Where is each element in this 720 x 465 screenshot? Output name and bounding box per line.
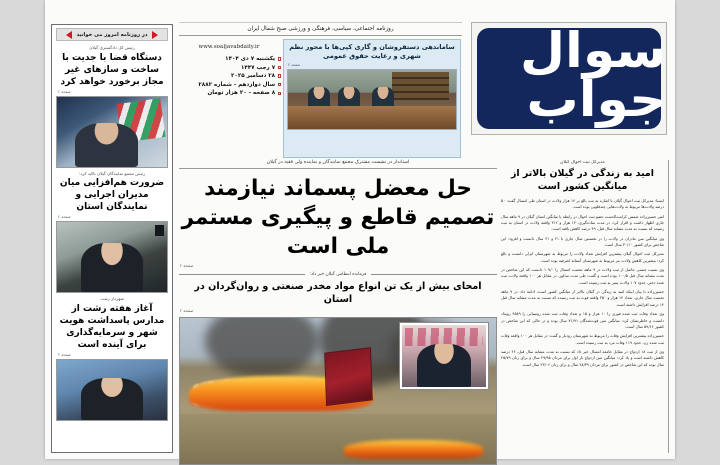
right-column-article <box>501 160 669 453</box>
date-row-price <box>181 90 281 96</box>
sidebar-page-ref-3: صفحه ۲ <box>58 351 71 357</box>
promo-headline: ساماندهی دستفروشان و گاری کپی‌ها با محور نظم شهری و رعایت حقوق عمومی <box>289 43 455 61</box>
secondary-kicker: فرمانده انتظامی گیلان خبر داد: <box>309 271 367 277</box>
body-paragraph: امیر حسین‌زاده شمس کرامت‌الدست عضو ثبت احوال در رابطه با میانگین استان گیلان در ۹ ماهه سال جاری اظهار داشت و اقرار کرد: در مدت ساده‌گیری، ۱۴ هزار و ۳۱۲ واقعه ولادت در استان به ثبت رسیده که نسبت به مدت مشابه سال قبل، ۴۹ درصد کاهش یافته است. <box>501 213 664 231</box>
photo-corner-mark <box>155 225 164 236</box>
main-kicker: استاندار در نشست مشترک مجمع نمایندگان و نماینده ولی فقیه در گیلان <box>179 160 497 169</box>
sidebar-photo-2 <box>56 221 168 293</box>
date-block <box>181 56 281 99</box>
body-paragraph: حسین‌زاده با بیان اینکه امید به زندگی در گیلان بالاتر از میانگین کشور است، ادامه داد: در ۹ ماهه نخست سال جاری، تعداد ۱۴ هزار و ۳۵۰ واقعه فوت به ثبت رسیده که نسبت به مدت مشابه سال قبل ۱۴ درصد افزایش داشته است. <box>501 289 665 307</box>
bullet-icon <box>278 92 281 95</box>
body-paragraph: ایسنا: مدیرکل ثبت احوال گیلان با اشاره به ثبت بالغ بر ۱۴ هزار ولادت در استان طی امسال گفت: ۵۰ درصد ولادت‌ها مربوط به ولادت‌هایی چندقلویی بوده است. <box>501 197 664 209</box>
sidebar-item-2[interactable] <box>56 171 168 294</box>
issue-number: سال دوازدهم - شماره ۲۸۸۲ <box>198 81 276 88</box>
sidebar-banner-label: در روزنامه امروز می خوانید <box>76 31 148 38</box>
promo-article[interactable] <box>283 39 461 158</box>
sidebar-banner <box>56 28 168 41</box>
bullet-icon <box>278 74 281 77</box>
sidebar-headline-1: دستگاه قضا با جدیت با ساخت و سازهای غیر مجاز برخورد خواهد کرد <box>60 52 164 87</box>
bullet-icon <box>278 57 281 60</box>
body-paragraph: حسین‌زاده بیشترین افزایش وفات را مربوط به شهرستان رودبار و گفت: در مقابل هر ۱۰۰ واقعه وفات ثبت شده زن، حدود ۱۱۹ وفات مرد به ثبت رسیده است. <box>501 333 664 345</box>
smoke-plume <box>205 317 319 379</box>
date-row-lunar <box>181 65 281 71</box>
masthead-plate <box>477 21 667 129</box>
body-paragraph: وی میانگین سن مادران در ولادت را در نخستین سال جاری با ۲۱ و ۳۱ سال دانست و افزود: این شاخص برای کشور ۳۰/۱۰ سال است. <box>501 235 665 247</box>
masthead <box>471 22 667 135</box>
right-column-body <box>501 198 664 368</box>
person-silhouette <box>75 123 139 166</box>
sub-headline[interactable]: امحای بیش از یک تن انواع مواد مخدر صنعتی و روان‌گردان در استان <box>194 280 482 306</box>
pages-and-price: ۸ صفحه - ۲۰ هزار تومان <box>207 90 276 97</box>
sidebar-item-1[interactable] <box>56 45 168 168</box>
date-solar: یکشنبه ۷ دی ۱۴۰۴ <box>225 56 276 62</box>
sub-page-ref: صفحه ۲ <box>180 307 194 313</box>
right-column-headline[interactable]: امید به زندگی در گیلان بالاتر از میانگین کشور است <box>511 168 654 193</box>
date-lunar: ۷ رجب ۱۴۴۷ <box>240 64 276 71</box>
main-page-ref: صفحه ۲ <box>180 262 194 268</box>
table-graphic <box>288 106 456 128</box>
newspaper-page <box>45 0 675 459</box>
website-url[interactable]: www.soaljavabdaily.ir <box>198 44 260 50</box>
body-paragraph: وی نسبت جنسی حاصل از ثبت ولادت در ۹ ماهه نخست امسال را ۱۰۷/۰ دانست که این شاخص در مدت مشابه سال قبل ۱۰۰/۵ بوده است و گفت: طی مدت مذکور، در مقابل هر ۱۰۰ واقعه ولادت ثبت شده دختر، حدود ۱۰۷ ولادت پسر به ثبت رسیده است. <box>501 267 664 285</box>
person-silhouette <box>81 243 143 292</box>
sidebar-headline-3: آغاز هفته رشت از مدارس پاسداشت هویت شهر و سرمایه‌گذاری برای آینده است <box>59 303 165 350</box>
arrow-right-icon <box>66 31 72 39</box>
body-paragraph: وی تعداد وفات ثبت شده فوری را ۱۰ هزار و ۱۵ و تعداد وفات ثبت شده روستایی را ۴۵۸۹ رویداد دانست و خاطرنشان کرد: میانگین سن فوت‌شدگان ۷۱/۹۱ سال بوده و در حالی که این شاخص در کشور ۵۹/۶۶ سال است. <box>501 311 664 329</box>
person-silhouette <box>338 87 360 107</box>
sidebar-kicker-2: رئیس مجمع نمایندگان گیلان تاکید کرد: <box>78 170 146 176</box>
rule-line <box>371 274 497 275</box>
sidebar-kicker-3: شهردار رشت <box>100 296 124 302</box>
bullet-icon <box>278 83 281 86</box>
promo-photo <box>287 69 457 130</box>
bullet-icon <box>278 66 281 69</box>
sidebar-item-3[interactable] <box>56 296 168 421</box>
date-row-solar <box>181 56 281 62</box>
sidebar-photo-1 <box>56 96 168 168</box>
newspaper-title: سوال جواب <box>519 21 667 128</box>
date-row-issue <box>181 82 281 88</box>
newspaper-tagline: روزنامه اجتماعی، سیاسی، فرهنگی و ورزشی صبح شمال ایران <box>179 22 462 36</box>
sidebar-photo-3 <box>56 359 168 421</box>
body-paragraph: وی از ثبت ۱۸ ازدواج در مقابل جامعه امسال خبر داد که نسبت به مدت مشابه سال قبل، ۲۶ درصد کاهش داشته است و یاد کرد: میانگین سن ازدواج بار اول برای مردان ۲۹/۹۵ سال و برای زنان ۲۵/۷۹ سال بوده که این شاخص در کشور برای مردان ۲۸/۳۹ سال و برای زنان ۲۳/۰۶ سال است. <box>501 349 664 367</box>
sidebar-page-ref-2: صفحه ۲ <box>58 214 71 220</box>
sidebar-page-ref-1: صفحه ۲ <box>58 88 71 94</box>
date-row-gregorian <box>181 73 281 79</box>
body-paragraph: مدیرکل ثبت احوال گیلان بیشترین افزایش تعداد ولادت را مربوط به شهرستان انزلی دانست و بالغ کرد: بیشترین کاهش ولادت نیز مربوط به شهرستان آستانه اشرفیه بوده است. <box>501 251 664 263</box>
inset-portrait-police-commander <box>400 323 488 389</box>
main-photo-narcotics-burning <box>179 317 497 465</box>
red-banner-graphic <box>325 347 374 405</box>
bookshelf-graphic <box>392 72 449 100</box>
sidebar-headline-2: ضرورت هم‌افزایی میان مدیران اجرایی و نمایندگان استان <box>59 178 165 213</box>
fire-graphic <box>344 440 483 459</box>
right-column-kicker: مدیرکل ثبت احوال گیلان <box>560 160 605 165</box>
date-gregorian: ۲۸ دسامبر ۲۰۲۵ <box>231 73 276 80</box>
secondary-kicker-rule <box>179 272 497 277</box>
officer-silhouette <box>417 344 471 387</box>
main-article <box>179 160 497 453</box>
person-silhouette <box>372 87 394 107</box>
main-headline[interactable]: حل معضل پسماند نیازمند تصمیم قاطع و پیگیری مستمر ملی است <box>181 176 495 260</box>
person-silhouette <box>308 87 330 107</box>
promo-page-ref: صفحه ۲ <box>288 62 301 67</box>
person-silhouette <box>81 378 143 420</box>
sidebar-teasers <box>51 24 173 453</box>
arrow-left-icon <box>152 31 158 39</box>
rule-line <box>179 274 305 275</box>
sidebar-kicker-1: رئیس کل دادگستری گیلان <box>89 45 135 50</box>
page-header <box>179 22 669 158</box>
